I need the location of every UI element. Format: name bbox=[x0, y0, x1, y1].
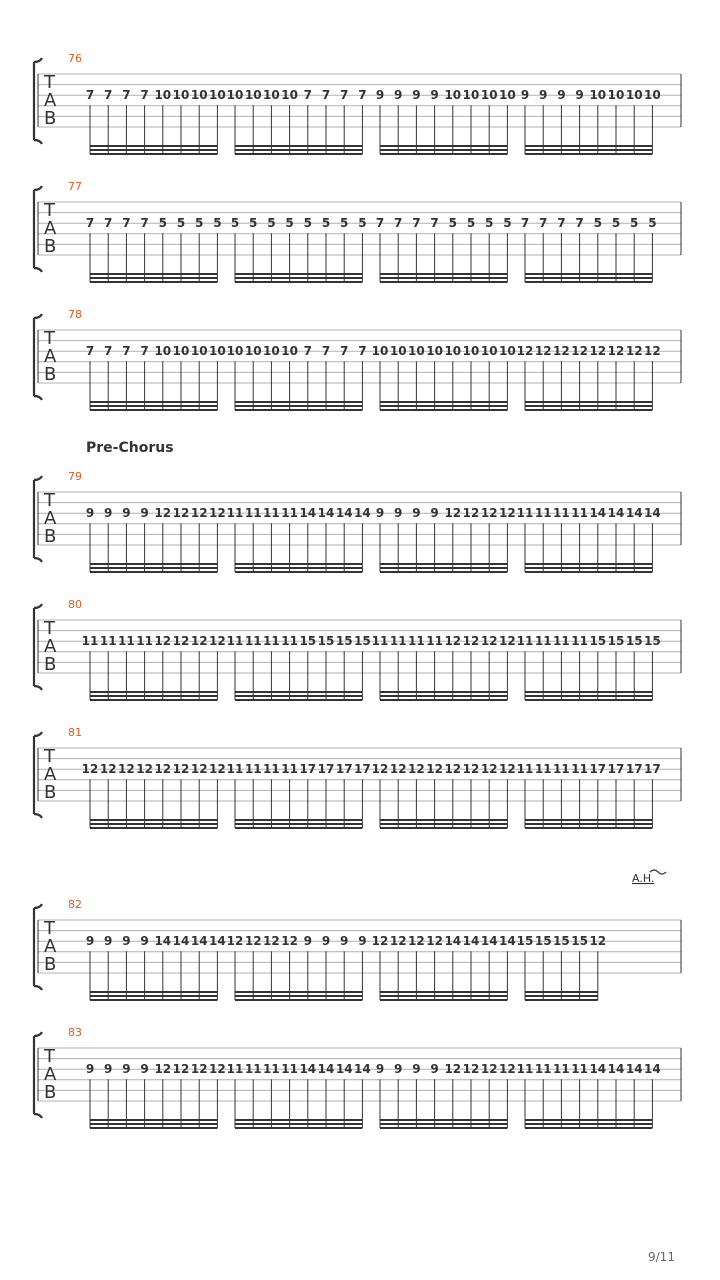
bar-number: 78 bbox=[68, 308, 82, 321]
tab-clef-letter: T bbox=[44, 490, 55, 511]
fret-number: 12 bbox=[444, 634, 462, 649]
tab-clef-letter: A bbox=[44, 90, 57, 111]
fret-number: 14 bbox=[317, 506, 335, 521]
fret-number: 15 bbox=[607, 634, 625, 649]
fret-number: 11 bbox=[244, 762, 262, 777]
fret-number: 11 bbox=[516, 762, 534, 777]
fret-number: 9 bbox=[104, 934, 113, 949]
fret-number: 14 bbox=[317, 1062, 335, 1077]
fret-number: 11 bbox=[371, 634, 389, 649]
fret-number: 12 bbox=[444, 1062, 462, 1077]
fret-number: 7 bbox=[85, 344, 95, 359]
fret-number: 5 bbox=[593, 216, 602, 231]
fret-number: 11 bbox=[263, 506, 280, 521]
fret-number: 9 bbox=[394, 506, 403, 521]
fret-number: 12 bbox=[190, 762, 208, 777]
fret-number: 7 bbox=[557, 216, 566, 231]
fret-number: 14 bbox=[462, 934, 480, 949]
fret-number: 14 bbox=[607, 1062, 625, 1077]
fret-number: 14 bbox=[480, 934, 498, 949]
fret-number: 9 bbox=[122, 934, 131, 949]
fret-number: 11 bbox=[244, 1062, 262, 1077]
fret-number: 9 bbox=[520, 88, 530, 103]
fret-number: 15 bbox=[553, 934, 570, 949]
fret-number: 10 bbox=[244, 88, 262, 103]
fret-number: 9 bbox=[358, 934, 367, 949]
fret-number: 11 bbox=[281, 1062, 298, 1077]
fret-number: 12 bbox=[480, 506, 498, 521]
tab-clef-letter: B bbox=[44, 954, 57, 975]
fret-number: 7 bbox=[358, 344, 367, 359]
tab-clef-letter: T bbox=[44, 1046, 55, 1067]
fret-number: 17 bbox=[644, 762, 661, 777]
tab-clef-letter: B bbox=[44, 654, 57, 675]
fret-number: 12 bbox=[426, 762, 443, 777]
fret-number: 14 bbox=[299, 506, 317, 521]
fret-number: 11 bbox=[553, 1062, 570, 1077]
fret-number: 9 bbox=[430, 506, 439, 521]
fret-number: 14 bbox=[644, 1062, 661, 1077]
fret-number: 11 bbox=[516, 634, 534, 649]
bar-number: 80 bbox=[68, 598, 82, 611]
bar-number: 81 bbox=[68, 726, 82, 739]
fret-number: 9 bbox=[85, 934, 95, 949]
fret-number: 9 bbox=[104, 1062, 113, 1077]
fret-number: 9 bbox=[412, 1062, 421, 1077]
fret-number: 9 bbox=[321, 934, 331, 949]
fret-number: 10 bbox=[154, 344, 172, 359]
fret-number: 14 bbox=[299, 1062, 317, 1077]
fret-number: 12 bbox=[462, 634, 480, 649]
fret-number: 10 bbox=[209, 88, 226, 103]
fret-number: 14 bbox=[644, 506, 661, 521]
tab-clef-letter: T bbox=[44, 72, 55, 93]
fret-number: 17 bbox=[625, 762, 643, 777]
fret-number: 12 bbox=[190, 634, 208, 649]
fret-number: 7 bbox=[122, 216, 131, 231]
fret-number: 7 bbox=[85, 88, 95, 103]
fret-number: 9 bbox=[140, 934, 149, 949]
fret-number: 12 bbox=[644, 344, 661, 359]
fret-number: 15 bbox=[354, 634, 371, 649]
tab-clef-letter: A bbox=[44, 1064, 57, 1085]
fret-number: 9 bbox=[430, 1062, 439, 1077]
fret-number: 15 bbox=[644, 634, 661, 649]
fret-number: 7 bbox=[340, 88, 349, 103]
section-label: Pre-Chorus bbox=[86, 440, 174, 456]
fret-number: 12 bbox=[209, 506, 226, 521]
fret-number: 7 bbox=[85, 216, 95, 231]
fret-number: 10 bbox=[281, 344, 298, 359]
fret-number: 5 bbox=[158, 216, 167, 231]
fret-number: 14 bbox=[335, 506, 353, 521]
fret-number: 12 bbox=[499, 762, 516, 777]
fret-number: 10 bbox=[190, 88, 208, 103]
fret-number: 12 bbox=[462, 762, 480, 777]
fret-number: 11 bbox=[281, 506, 298, 521]
fret-number: 12 bbox=[499, 506, 516, 521]
fret-number: 14 bbox=[499, 934, 516, 949]
fret-number: 7 bbox=[375, 216, 385, 231]
fret-number: 17 bbox=[299, 762, 317, 777]
fret-number: 5 bbox=[176, 216, 186, 231]
fret-number: 12 bbox=[209, 1062, 226, 1077]
fret-number: 11 bbox=[99, 634, 117, 649]
fret-number: 10 bbox=[209, 344, 226, 359]
bar-number: 77 bbox=[68, 180, 82, 193]
fret-number: 10 bbox=[371, 344, 389, 359]
fret-number: 5 bbox=[630, 216, 639, 231]
fret-number: 14 bbox=[625, 506, 643, 521]
fret-number: 15 bbox=[516, 934, 534, 949]
fret-number: 12 bbox=[426, 934, 443, 949]
tab-clef-letter: T bbox=[44, 746, 55, 767]
fret-number: 5 bbox=[249, 216, 258, 231]
fret-number: 7 bbox=[321, 344, 331, 359]
fret-number: 9 bbox=[575, 88, 584, 103]
fret-number: 14 bbox=[335, 1062, 353, 1077]
fret-number: 5 bbox=[503, 216, 512, 231]
fret-number: 14 bbox=[607, 506, 625, 521]
tab-clef-letter: B bbox=[44, 236, 57, 257]
fret-number: 12 bbox=[371, 934, 389, 949]
fret-number: 15 bbox=[534, 934, 552, 949]
fret-number: 7 bbox=[104, 88, 113, 103]
tab-clef-letter: B bbox=[44, 1082, 57, 1103]
bar-number: 79 bbox=[68, 470, 82, 483]
fret-number: 15 bbox=[317, 634, 335, 649]
fret-number: 5 bbox=[303, 216, 312, 231]
fret-number: 11 bbox=[226, 762, 244, 777]
fret-number: 9 bbox=[412, 506, 421, 521]
fret-number: 11 bbox=[226, 1062, 244, 1077]
fret-number: 12 bbox=[118, 762, 135, 777]
fret-number: 14 bbox=[172, 934, 190, 949]
fret-number: 5 bbox=[485, 216, 494, 231]
fret-number: 15 bbox=[589, 634, 607, 649]
fret-number: 7 bbox=[303, 344, 312, 359]
fret-number: 5 bbox=[285, 216, 294, 231]
fret-number: 12 bbox=[571, 344, 588, 359]
fret-number: 9 bbox=[140, 1062, 149, 1077]
fret-number: 7 bbox=[340, 344, 349, 359]
fret-number: 14 bbox=[354, 1062, 371, 1077]
fret-number: 12 bbox=[99, 762, 117, 777]
fret-number: 11 bbox=[553, 762, 570, 777]
fret-number: 5 bbox=[213, 216, 222, 231]
fret-number: 5 bbox=[466, 216, 476, 231]
fret-number: 11 bbox=[516, 506, 534, 521]
fret-number: 11 bbox=[571, 1062, 588, 1077]
fret-number: 11 bbox=[534, 634, 552, 649]
fret-number: 12 bbox=[190, 506, 208, 521]
fret-number: 5 bbox=[267, 216, 276, 231]
fret-number: 11 bbox=[263, 634, 280, 649]
fret-number: 10 bbox=[625, 88, 643, 103]
fret-number: 7 bbox=[575, 216, 584, 231]
fret-number: 11 bbox=[226, 634, 244, 649]
fret-number: 12 bbox=[154, 634, 172, 649]
tab-clef-letter: B bbox=[44, 782, 57, 803]
fret-number: 11 bbox=[571, 506, 588, 521]
fret-number: 11 bbox=[553, 506, 570, 521]
fret-number: 10 bbox=[444, 344, 462, 359]
fret-number: 11 bbox=[534, 506, 552, 521]
fret-number: 11 bbox=[571, 634, 588, 649]
fret-number: 10 bbox=[154, 88, 172, 103]
fret-number: 14 bbox=[354, 506, 371, 521]
fret-number: 11 bbox=[516, 1062, 534, 1077]
fret-number: 10 bbox=[480, 344, 498, 359]
fret-number: 12 bbox=[625, 344, 643, 359]
fret-number: 7 bbox=[104, 216, 113, 231]
fret-number: 17 bbox=[354, 762, 371, 777]
fret-number: 17 bbox=[317, 762, 335, 777]
fret-number: 10 bbox=[244, 344, 262, 359]
fret-number: 11 bbox=[553, 634, 570, 649]
fret-number: 11 bbox=[118, 634, 135, 649]
fret-number: 10 bbox=[462, 344, 480, 359]
fret-number: 11 bbox=[263, 1062, 280, 1077]
fret-number: 11 bbox=[244, 506, 262, 521]
fret-number: 10 bbox=[444, 88, 462, 103]
fret-number: 12 bbox=[589, 934, 607, 949]
fret-number: 10 bbox=[172, 88, 190, 103]
harmonic-marking: A.H. bbox=[632, 872, 655, 885]
fret-number: 12 bbox=[534, 344, 552, 359]
tab-clef-letter: T bbox=[44, 918, 55, 939]
fret-number: 9 bbox=[122, 1062, 131, 1077]
fret-number: 9 bbox=[539, 88, 548, 103]
fret-number: 9 bbox=[85, 1062, 95, 1077]
fret-number: 7 bbox=[321, 88, 331, 103]
fret-number: 9 bbox=[394, 1062, 403, 1077]
fret-number: 7 bbox=[412, 216, 421, 231]
fret-number: 12 bbox=[389, 934, 407, 949]
fret-number: 5 bbox=[611, 216, 621, 231]
fret-number: 14 bbox=[589, 506, 607, 521]
fret-number: 9 bbox=[375, 506, 385, 521]
fret-number: 10 bbox=[226, 88, 244, 103]
fret-number: 12 bbox=[462, 506, 480, 521]
fret-number: 7 bbox=[358, 88, 367, 103]
fret-number: 10 bbox=[589, 88, 607, 103]
fret-number: 12 bbox=[226, 934, 244, 949]
fret-number: 11 bbox=[281, 762, 298, 777]
tab-clef-letter: B bbox=[44, 364, 57, 385]
tab-clef-letter: A bbox=[44, 936, 57, 957]
fret-number: 5 bbox=[340, 216, 349, 231]
fret-number: 12 bbox=[408, 934, 425, 949]
fret-number: 10 bbox=[281, 88, 298, 103]
fret-number: 9 bbox=[412, 88, 421, 103]
fret-number: 9 bbox=[557, 88, 566, 103]
fret-number: 14 bbox=[154, 934, 172, 949]
fret-number: 11 bbox=[226, 506, 244, 521]
fret-number: 14 bbox=[589, 1062, 607, 1077]
fret-number: 17 bbox=[607, 762, 625, 777]
fret-number: 7 bbox=[394, 216, 403, 231]
fret-number: 9 bbox=[430, 88, 439, 103]
fret-number: 5 bbox=[321, 216, 331, 231]
fret-number: 5 bbox=[358, 216, 367, 231]
fret-number: 15 bbox=[299, 634, 317, 649]
fret-number: 12 bbox=[499, 634, 516, 649]
fret-number: 9 bbox=[375, 88, 385, 103]
fret-number: 7 bbox=[104, 344, 113, 359]
fret-number: 12 bbox=[154, 762, 172, 777]
tab-clef-letter: A bbox=[44, 636, 57, 657]
fret-number: 12 bbox=[190, 1062, 208, 1077]
fret-number: 15 bbox=[571, 934, 588, 949]
fret-number: 15 bbox=[335, 634, 353, 649]
fret-number: 10 bbox=[226, 344, 244, 359]
fret-number: 5 bbox=[230, 216, 240, 231]
tab-clef-letter: B bbox=[44, 108, 57, 129]
fret-number: 12 bbox=[209, 634, 226, 649]
fret-number: 11 bbox=[244, 634, 262, 649]
fret-number: 12 bbox=[480, 634, 498, 649]
fret-number: 14 bbox=[190, 934, 208, 949]
fret-number: 11 bbox=[136, 634, 153, 649]
fret-number: 17 bbox=[335, 762, 353, 777]
fret-number: 14 bbox=[444, 934, 462, 949]
fret-number: 11 bbox=[281, 634, 298, 649]
fret-number: 10 bbox=[607, 88, 625, 103]
fret-number: 12 bbox=[172, 506, 190, 521]
fret-number: 9 bbox=[340, 934, 349, 949]
fret-number: 7 bbox=[303, 88, 312, 103]
tab-clef-letter: A bbox=[44, 508, 57, 529]
fret-number: 14 bbox=[209, 934, 226, 949]
tab-clef-letter: T bbox=[44, 328, 55, 349]
fret-number: 12 bbox=[480, 1062, 498, 1077]
tab-clef-letter: A bbox=[44, 218, 57, 239]
fret-number: 7 bbox=[430, 216, 439, 231]
fret-number: 12 bbox=[553, 344, 570, 359]
fret-number: 12 bbox=[154, 1062, 172, 1077]
bar-number: 83 bbox=[68, 1026, 82, 1039]
fret-number: 12 bbox=[209, 762, 226, 777]
fret-number: 12 bbox=[607, 344, 625, 359]
fret-number: 10 bbox=[263, 344, 280, 359]
fret-number: 9 bbox=[140, 506, 149, 521]
fret-number: 12 bbox=[480, 762, 498, 777]
tab-clef-letter: B bbox=[44, 526, 57, 547]
fret-number: 11 bbox=[571, 762, 588, 777]
fret-number: 9 bbox=[122, 506, 131, 521]
fret-number: 11 bbox=[408, 634, 425, 649]
fret-number: 9 bbox=[375, 1062, 385, 1077]
fret-number: 7 bbox=[539, 216, 548, 231]
fret-number: 10 bbox=[499, 88, 516, 103]
fret-number: 17 bbox=[589, 762, 607, 777]
fret-number: 12 bbox=[444, 762, 462, 777]
bar-number: 76 bbox=[68, 52, 82, 65]
fret-number: 12 bbox=[154, 506, 172, 521]
fret-number: 10 bbox=[480, 88, 498, 103]
fret-number: 15 bbox=[625, 634, 643, 649]
fret-number: 12 bbox=[172, 762, 190, 777]
fret-number: 12 bbox=[389, 762, 407, 777]
fret-number: 11 bbox=[534, 1062, 552, 1077]
fret-number: 7 bbox=[122, 344, 131, 359]
fret-number: 10 bbox=[644, 88, 661, 103]
fret-number: 10 bbox=[408, 344, 425, 359]
fret-number: 12 bbox=[444, 506, 462, 521]
fret-number: 12 bbox=[589, 344, 607, 359]
fret-number: 10 bbox=[499, 344, 516, 359]
fret-number: 7 bbox=[140, 88, 149, 103]
fret-number: 5 bbox=[448, 216, 457, 231]
fret-number: 7 bbox=[122, 88, 131, 103]
fret-number: 11 bbox=[389, 634, 407, 649]
fret-number: 12 bbox=[499, 1062, 516, 1077]
fret-number: 5 bbox=[648, 216, 657, 231]
fret-number: 12 bbox=[244, 934, 262, 949]
fret-number: 11 bbox=[263, 762, 280, 777]
fret-number: 10 bbox=[462, 88, 480, 103]
fret-number: 12 bbox=[136, 762, 153, 777]
fret-number: 12 bbox=[172, 634, 190, 649]
fret-number: 11 bbox=[81, 634, 99, 649]
fret-number: 12 bbox=[462, 1062, 480, 1077]
tab-clef-letter: T bbox=[44, 618, 55, 639]
fret-number: 11 bbox=[534, 762, 552, 777]
bar-number: 82 bbox=[68, 898, 82, 911]
fret-number: 7 bbox=[140, 344, 149, 359]
fret-number: 14 bbox=[625, 1062, 643, 1077]
fret-number: 10 bbox=[172, 344, 190, 359]
fret-number: 9 bbox=[85, 506, 95, 521]
fret-number: 10 bbox=[426, 344, 443, 359]
fret-number: 11 bbox=[426, 634, 443, 649]
fret-number: 10 bbox=[263, 88, 280, 103]
fret-number: 12 bbox=[281, 934, 298, 949]
tab-clef-letter: T bbox=[44, 200, 55, 221]
fret-number: 9 bbox=[104, 506, 113, 521]
fret-number: 12 bbox=[81, 762, 99, 777]
fret-number: 9 bbox=[394, 88, 403, 103]
tab-clef-letter: A bbox=[44, 346, 57, 367]
fret-number: 7 bbox=[520, 216, 530, 231]
fret-number: 5 bbox=[195, 216, 204, 231]
fret-number: 10 bbox=[389, 344, 407, 359]
fret-number: 12 bbox=[516, 344, 534, 359]
fret-number: 12 bbox=[263, 934, 280, 949]
fret-number: 12 bbox=[172, 1062, 190, 1077]
fret-number: 12 bbox=[408, 762, 425, 777]
fret-number: 10 bbox=[190, 344, 208, 359]
fret-number: 12 bbox=[371, 762, 389, 777]
tab-clef-letter: A bbox=[44, 764, 57, 785]
fret-number: 9 bbox=[303, 934, 312, 949]
page-number: 9/11 bbox=[648, 1250, 675, 1264]
fret-number: 7 bbox=[140, 216, 149, 231]
